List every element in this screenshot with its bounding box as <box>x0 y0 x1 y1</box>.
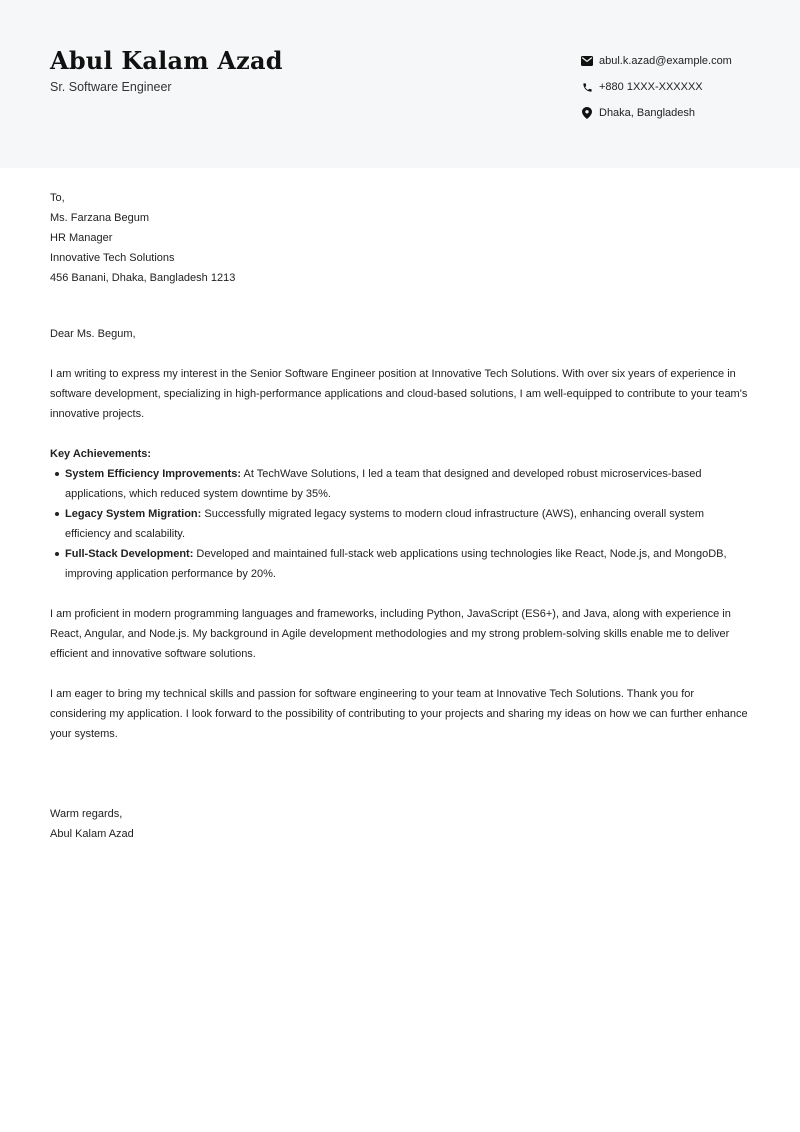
achievements-list <box>50 464 750 584</box>
applicant-name: Abul Kalam Azad <box>50 46 283 75</box>
closing-paragraph: I am eager to bring my technical skills and passion for software engineering to your team at Innovative Tech Solutions. Thank you for considering my application. I look forward to the possibility of contributing to your projects and sharing my ideas on how we can further enhance your systems. <box>50 688 748 740</box>
achievement-title: Full-Stack Development: <box>65 548 194 560</box>
achievement-text: At TechWave Solutions, I led a team that designed and developed robust microservices-based applications, which reduced system downtime by 35%. <box>65 468 702 500</box>
recipient-title: HR Manager <box>50 232 113 244</box>
envelope-icon <box>581 55 593 67</box>
achievement-item <box>50 544 750 584</box>
contact-email[interactable] <box>581 48 732 74</box>
map-pin-icon <box>581 107 593 119</box>
achievement-title: Legacy System Migration: <box>65 508 202 520</box>
greeting: Dear Ms. Begum, <box>50 328 136 340</box>
letter-body <box>50 188 750 844</box>
skills-paragraph: I am proficient in modern programming languages and frameworks, including Python, JavaScript (ES6+), and Java, along with experience in React, Angular, and Node.js. My background in Agile development methodologies and my strong problem-solving skills enable me to deliver efficient and innovative software solutions. <box>50 608 731 660</box>
signature-name: Abul Kalam Azad <box>50 828 134 840</box>
achievement-item <box>50 464 750 504</box>
achievements-heading: Key Achievements: <box>50 448 152 460</box>
phone-icon <box>581 81 593 93</box>
contact-location-text: Dhaka, Bangladesh <box>599 107 696 119</box>
contact-location <box>581 100 732 126</box>
contact-list <box>581 48 732 126</box>
contact-email-text: abul.k.azad@example.com <box>599 55 732 67</box>
recipient-company: Innovative Tech Solutions <box>50 252 175 264</box>
recipient-block <box>50 188 750 288</box>
contact-phone[interactable] <box>581 74 732 100</box>
applicant-role: Sr. Software Engineer <box>50 80 172 94</box>
signoff-block <box>50 804 750 844</box>
achievement-text: Successfully migrated legacy systems to modern cloud infrastructure (AWS), enhancing overall system efficiency and scalability. <box>65 508 705 540</box>
signoff: Warm regards, <box>50 808 123 820</box>
recipient-to: To, <box>50 192 65 204</box>
intro-paragraph: I am writing to express my interest in the Senior Software Engineer position at Innovative Tech Solutions. With over six years of experience in software development, specializing in high-performance applications and cloud-based solutions, I am well-equipped to contribute to your team's innovative projects. <box>50 368 748 420</box>
achievement-item <box>50 504 750 544</box>
contact-phone-text: +880 1XXX-XXXXXX <box>599 81 703 93</box>
recipient-address: 456 Banani, Dhaka, Bangladesh 1213 <box>50 272 236 284</box>
achievement-text: Developed and maintained full-stack web applications using technologies like React, Node.js, and MongoDB, improving application performance by 20%. <box>65 548 727 580</box>
recipient-name: Ms. Farzana Begum <box>50 212 150 224</box>
achievement-title: System Efficiency Improvements: <box>65 468 242 480</box>
header-banner <box>0 0 800 168</box>
